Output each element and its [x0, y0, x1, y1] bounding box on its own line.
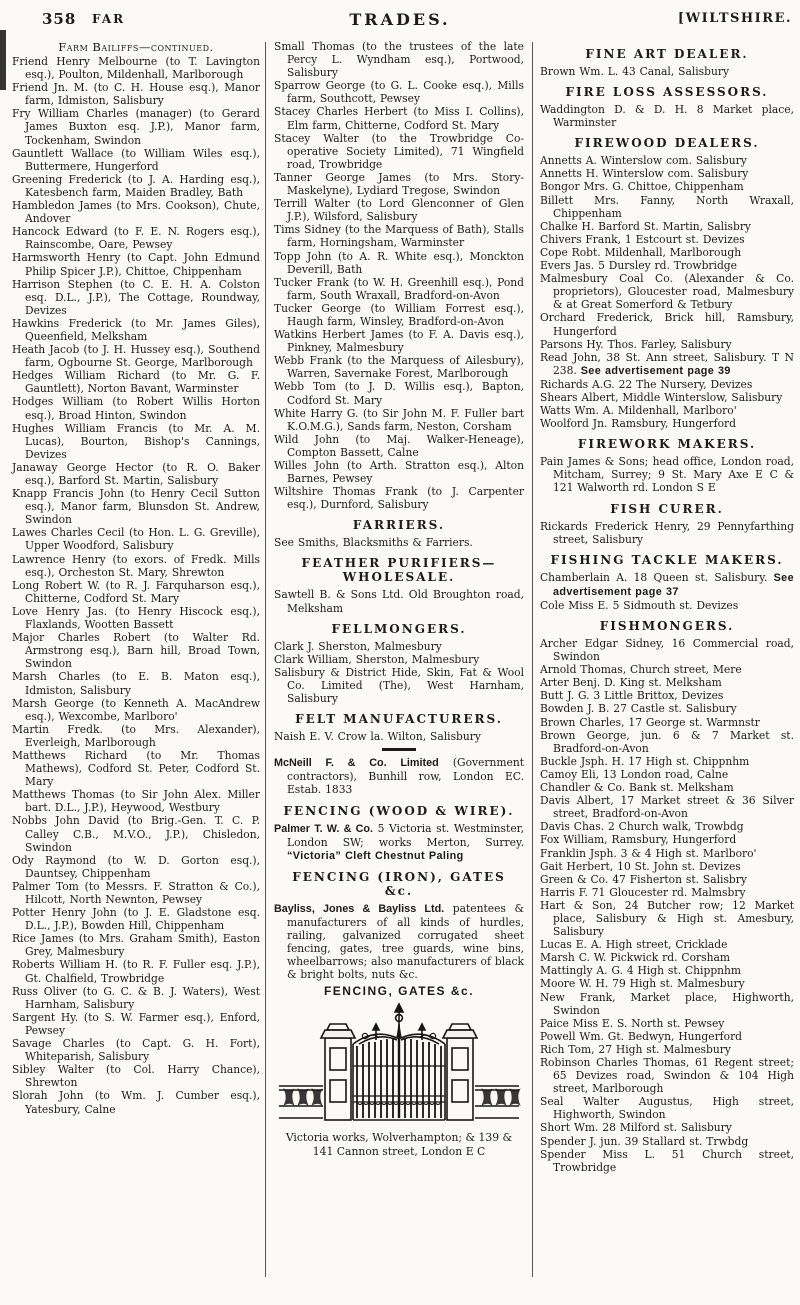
column-3: [540, 40, 794, 1174]
directory-entry: Parsons Hy. Thos. Farley, Salisbury: [540, 337, 732, 351]
entries-list: [540, 103, 794, 129]
directory-entry: Heath Jacob (to J. H. Hussey esq.), Southend farm, Ogbourne St. George, Marlborough: [12, 343, 260, 370]
directory-entry: Russ Oliver (to G. C. & B. J. Waters), West Harnham, Salisbury: [12, 984, 260, 1011]
directory-entry: Gait Herbert, 10 St. John st. Devizes: [540, 859, 741, 873]
category-heading: FISHMONGERS.: [599, 619, 735, 633]
directory-entry: Potter Henry John (to J. E. Gladstone esq. D.L., J.P.), Bowden Hill, Chippenham: [12, 906, 260, 933]
directory-entry: Powell Wm. Gt. Bedwyn, Hungerford: [540, 1029, 743, 1043]
directory-entry: Brown Wm. L. 43 Canal, Salisbury: [540, 65, 730, 78]
section-code: FAR: [92, 12, 126, 26]
directory-entry: Sawtell B. & Sons Ltd. Old Broughton road, Melksham: [274, 588, 524, 615]
category-heading: FIREWOOD DEALERS.: [574, 136, 760, 151]
entries-list: [274, 536, 524, 549]
directory-entry: Fry William Charles (manager) (to Gerard James Buxton esq. J.P.), Manor farm, Tockenham, Swindon: [12, 107, 260, 147]
directory-entry: Savage Charles (to Capt. G. H. Fort), Whiteparish, Salisbury: [12, 1037, 260, 1064]
directory-entry: Hodges William (to Robert Willis Horton esq.), Broad Hinton, Swindon: [12, 395, 260, 422]
category-heading: FISHING TACKLE MAKERS.: [550, 552, 784, 567]
directory-entry: Willes John (to Arth. Stratton esq.), Alton Barnes, Pewsey: [274, 459, 524, 486]
directory-entry: Camoy Eli, 13 London road, Calne: [540, 767, 729, 781]
category-heading: FENCING (WOOD & WIRE).: [283, 803, 515, 818]
directory-entry: Cole Miss E. 5 Sidmouth st. Devizes: [540, 598, 739, 612]
directory-entry: Davis Albert, 17 Market street & 36 Silver street, Bradford-on-Avon: [540, 794, 794, 821]
entries-list: [274, 822, 524, 863]
page-title: TRADES.: [349, 10, 451, 29]
directory-entry: Knapp Francis John (to Henry Cecil Sutton esq.), Manor farm, Blunsdon St. Andrew, Swindon: [12, 487, 260, 527]
directory-entry: Martin Fredk. (to Mrs. Alexander), Everleigh, Marlborough: [12, 722, 260, 749]
directory-entry: Fox William, Ramsbury, Hungerford: [540, 833, 737, 847]
directory-entry: Robinson Charles Thomas, 61 Regent street; 65 Devizes road, Swindon & 104 High street, Marlborough: [540, 1056, 794, 1096]
directory-entry: Read John, 38 St. Ann street, Salisbury. T N 238. See advertisement page 39: [540, 350, 794, 377]
column-2: [274, 40, 524, 1158]
entries-list: [540, 637, 794, 1174]
directory-entry: Richards A.G. 22 The Nursery, Devizes: [540, 377, 753, 391]
directory-entry: Roberts William H. (to R. F. Fuller esq. J.P.), Gt. Chalfield, Trowbridge: [12, 958, 260, 985]
directory-entry: Webb Frank (to the Marquess of Ailesbury), Warren, Savernake Forest, Marlborough: [274, 354, 524, 381]
directory-entry: Pain James & Sons; head office, London road, Mitcham, Surrey; 9 St. Mary Axe E C & 121 Walworth rd. London S E: [540, 455, 794, 495]
directory-entry: Slorah John (to Wm. J. Cumber esq.), Yatesbury, Calne: [12, 1089, 260, 1116]
directory-entry: Lawes Charles Cecil (to Hon. L. G. Greville), Upper Woodford, Salisbury: [12, 526, 260, 553]
directory-entry: Palmer T. W. & Co. 5 Victoria st. Westminster, London SW; works Merton, Surrey. “Victoria” Cleft Chestnut Paling: [274, 821, 524, 862]
category-heading: FINE ART DEALER.: [585, 47, 749, 61]
directory-entry: Tucker Frank (to W. H. Greenhill esq.), Pond farm, South Wraxall, Bradford-on-Avon: [274, 275, 524, 302]
directory-entry: Stacey Charles Herbert (to Miss I. Collins), Elm farm, Chitterne, Codford St. Mary: [274, 105, 524, 132]
directory-entry: Arnold Thomas, Church street, Mere: [540, 663, 742, 677]
directory-entry: Janaway George Hector (to R. O. Baker esq.), Barford St. Martin, Salisbury: [12, 460, 260, 487]
entries-list: [274, 902, 524, 982]
column-rule: [532, 42, 533, 1277]
directory-entry: Orchard Frederick, Brick hill, Ramsbury, Hungerford: [540, 311, 794, 338]
directory-entry: Spender Miss L. 51 Church street, Trowbridge: [540, 1147, 794, 1174]
divider-rule: [382, 748, 416, 751]
directory-entry: Hawkins Frederick (to Mr. James Giles), Queenfield, Melksham: [12, 316, 260, 343]
directory-entry: Marsh Charles (to E. B. Maton esq.), Idmiston, Salisbury: [12, 670, 260, 697]
directory-entry: White Harry G. (to Sir John M. F. Fuller bart K.O.M.G.), Sands farm, Neston, Corsham: [274, 406, 524, 433]
entry-advert-ref: See advertisement page 37: [553, 571, 794, 598]
directory-entry: Paice Miss E. S. North st. Pewsey: [540, 1016, 725, 1030]
category-heading: FEATHER PURIFIERS—WHOLESALE.: [301, 556, 497, 585]
directory-entry: Rice James (to Mrs. Graham Smith), Easton Grey, Malmesbury: [12, 932, 260, 959]
directory-entry: Watkins Herbert James (to F. A. Davis esq.), Pinkney, Malmesbury: [274, 328, 524, 355]
directory-entry: See Smiths, Blacksmiths & Farriers.: [274, 536, 473, 550]
entries-list: [274, 756, 524, 796]
directory-entry: Butt J. G. 3 Little Brittox, Devizes: [540, 689, 724, 703]
directory-entry: Wiltshire Thomas Frank (to J. Carpenter esq.), Durnford, Salisbury: [274, 485, 524, 512]
iron-gates-illustration: [277, 1000, 521, 1128]
directory-entry: Buckle Jsph. H. 17 High st. Chippnhm: [540, 754, 750, 768]
entries-list: [274, 730, 524, 743]
directory-entry: Harrison Stephen (to C. E. H. A. Colston esq. D.L., J.P.), The Cottage, Roundway, Devizes: [12, 277, 260, 317]
directory-entry: Salisbury & District Hide, Skin, Fat & Wool Co. Limited (The), West Harnham, Salisbury: [274, 665, 524, 706]
directory-entry: Archer Edgar Sidney, 16 Commercial road, Swindon: [540, 637, 794, 664]
directory-entry: Hedges William Richard (to Mr. G. F. Gauntlett), Norton Bavant, Warminster: [12, 369, 260, 396]
page-header: [0, 10, 800, 34]
category-heading: FARRIERS.: [352, 518, 446, 533]
entries-list: [540, 455, 794, 494]
entries-list: [540, 154, 794, 430]
directory-entry: Naish E. V. Crow la. Wilton, Salisbury: [274, 730, 481, 744]
directory-entry: Cope Robt. Mildenhall, Marlborough: [540, 245, 742, 259]
directory-entry: Webb Tom (to J. D. Willis esq.), Bapton, Codford St. Mary: [274, 380, 524, 407]
entries-list: [274, 588, 524, 614]
directory-entry: Lawrence Henry (to exors. of Fredk. Mills esq.), Orcheston St. Mary, Shrewton: [12, 552, 260, 579]
directory-entry: Love Henry Jas. (to Henry Hiscock esq.), Flaxlands, Wootten Bassett: [12, 604, 260, 632]
category-heading: FIREWORK MAKERS.: [577, 437, 757, 452]
directory-entry: Shears Albert, Middle Winterslow, Salisbury: [540, 390, 783, 404]
directory-entry: Small Thomas (to the trustees of the late Percy L. Wyndham esq.), Portwood, Salisbury: [274, 40, 524, 80]
directory-entry: Hancock Edward (to F. E. N. Rogers esq.), Rainscombe, Oare, Pewsey: [12, 225, 260, 252]
illustration-caption: Victoria works, Wolverhampton; & 139 & 141 Cannon street, London E C: [285, 1131, 513, 1158]
entries-list: [274, 40, 524, 511]
directory-entry: Wild John (to Maj. Walker-Heneage), Compton Bassett, Calne: [274, 432, 524, 459]
directory-entry: Rickards Frederick Henry, 29 Pennyfarthing street, Salisbury: [540, 519, 794, 546]
category-heading: FISH CURER.: [610, 501, 724, 516]
directory-entry: Green & Co. 47 Fisherton st. Salisbry: [540, 872, 747, 886]
directory-entry: Marsh C. W. Pickwick rd. Corsham: [540, 951, 731, 965]
directory-entry: Woolford Jn. Ramsbury, Hungerford: [540, 417, 736, 431]
directory-entry: Short Wm. 28 Milford st. Salisbury: [540, 1121, 732, 1135]
directory-entry: Bongor Mrs. G. Chittoe, Chippenham: [540, 180, 744, 194]
directory-entry: Watts Wm. A. Mildenhall, Marlboro': [540, 404, 737, 418]
entry-advert-ref: See advertisement page 39: [580, 364, 731, 377]
directory-entry: Hughes William Francis (to Mr. A. M. Lucas), Bourton, Bishop's Cannings, Devizes: [12, 421, 260, 461]
directory-entry: Matthews Thomas (to Sir John Alex. Miller bart. D.L., J.P.), Heywood, Westbury: [12, 788, 260, 815]
advert-subtitle: FENCING, GATES &c.: [323, 984, 475, 999]
page-number: 358: [42, 10, 77, 28]
directory-entry: Rich Tom, 27 High st. Malmesbury: [540, 1042, 731, 1056]
entry-name-bold: Palmer T. W. & Co.: [274, 822, 373, 835]
directory-entry: Terrill Walter (to Lord Glenconner of Glen J.P.), Wilsford, Salisbury: [274, 197, 524, 224]
directory-entry: Palmer Tom (to Messrs. F. Stratton & Co.), Hilcott, North Newnton, Pewsey: [12, 879, 260, 906]
directory-entry: Hambledon James (to Mrs. Cookson), Chute, Andover: [12, 199, 260, 226]
category-heading: FIRE LOSS ASSESSORS.: [565, 85, 769, 100]
directory-entry: Seal Walter Augustus, High street, Highworth, Swindon: [540, 1095, 794, 1122]
scan-edge-artifact: [0, 30, 6, 90]
directory-entry: Ody Raymond (to W. D. Gorton esq.), Dauntsey, Chippenham: [12, 853, 260, 880]
directory-entry: Harmsworth Henry (to Capt. John Edmund Philip Spicer J.P.), Chittoe, Chippenham: [12, 251, 260, 278]
directory-entry: Major Charles Robert (to Walter Rd. Armstrong esq.), Barn hill, Broad Town, Swindon: [12, 631, 260, 671]
directory-entry: Bayliss, Jones & Bayliss Ltd. patentees & manufacturers of all kinds of hurdles, railing, galvanized corrugated sheet fencing, gates, tree guards, wine bins, wheelbarrows; also manufacturers of black & bright bolts, nuts &c.: [274, 901, 524, 982]
directory-entry: Billett Mrs. Fanny, North Wraxall, Chippenham: [540, 193, 794, 220]
directory-entry: Stacey Walter (to the Trowbridge Co-operative Society Limited), 71 Wingfield road, Trowbridge: [274, 131, 524, 171]
column-rule: [265, 42, 266, 1277]
directory-entry: Harris F. 71 Gloucester rd. Malmsbry: [540, 885, 746, 899]
entries-list: [540, 520, 794, 546]
directory-entry: Chivers Frank, 1 Estcourt st. Devizes: [540, 232, 745, 246]
directory-entry: Hart & Son, 24 Butcher row; 12 Market place, Salisbury & High st. Amesbury, Salisbury: [540, 898, 794, 939]
entry-name-bold: McNeill F. & Co. Limited: [274, 757, 439, 770]
directory-entry: Annetts H. Winterslow com. Salisbury: [540, 167, 749, 181]
directory-entry: Chalke H. Barford St. Martin, Salisbry: [540, 219, 751, 233]
entries-list: [540, 65, 794, 78]
directory-entry: New Frank, Market place, Highworth, Swindon: [540, 990, 794, 1017]
directory-entry: Friend Henry Melbourne (to T. Lavington esq.), Poulton, Mildenhall, Marlborough: [12, 55, 260, 82]
entries-list: [274, 640, 524, 705]
county-label: [WILTSHIRE.: [677, 11, 792, 26]
entry-name-bold: Bayliss, Jones & Bayliss Ltd.: [274, 902, 445, 915]
directory-entry: Waddington D. & D. H. 8 Market place, Warminster: [540, 103, 794, 130]
directory-entry: Brown Charles, 17 George st. Warmnstr: [540, 715, 760, 729]
directory-entry: Topp John (to A. R. White esq.), Monckton Deverill, Bath: [274, 249, 524, 276]
directory-entry: Friend Jn. M. (to C. H. House esq.), Manor farm, Idmiston, Salisbury: [12, 81, 260, 108]
entries-list: [12, 55, 260, 1116]
directory-entry: Gauntlett Wallace (to William Wiles esq.), Buttermere, Hungerford: [12, 146, 260, 173]
directory-entry: Long Robert W. (to R. J. Farquharson esq.), Chitterne, Codford St. Mary: [12, 578, 260, 605]
directory-entry: Clark J. Sherston, Malmesbury: [274, 639, 442, 653]
directory-entry: Mattingly A. G. 4 High st. Chippnhm: [540, 964, 742, 978]
entries-list: [540, 571, 794, 612]
directory-entry: Marsh George (to Kenneth A. MacAndrew esq.), Wexcombe, Marlboro': [12, 696, 260, 723]
directory-entry: Greening Frederick (to J. A. Harding esq.), Katesbench farm, Maiden Bradley, Bath: [12, 172, 260, 199]
directory-entry: Moore W. H. 79 High st. Malmesbury: [540, 977, 745, 991]
column-1: [12, 40, 260, 1116]
directory-entry: Tanner George James (to Mrs. Story-Maskelyne), Lydiard Tregose, Swindon: [274, 170, 524, 198]
directory-entry: Davis Chas. 2 Church walk, Trowbdg: [540, 820, 744, 834]
directory-entry: McNeill F. & Co. Limited (Government contractors), Bunhill row, London EC. Estab. 1833: [274, 756, 525, 797]
directory-entry: Arter Benj. D. King st. Melksham: [540, 676, 722, 690]
directory-entry: Lucas E. A. High street, Cricklade: [540, 938, 728, 952]
entry-advert-ref: “Victoria” Cleft Chestnut Paling: [287, 849, 464, 862]
category-heading: FELT MANUFACTURERS.: [295, 712, 503, 727]
directory-entry: Clark William, Sherston, Malmesbury: [274, 652, 480, 666]
category-heading: FELLMONGERS.: [331, 621, 467, 636]
directory-entry: Tucker George (to William Forrest esq.), Haugh farm, Winsley, Bradford-on-Avon: [274, 301, 524, 328]
directory-entry: Sparrow George (to G. L. Cooke esq.), Mills farm, Southcott, Pewsey: [274, 79, 524, 106]
directory-entry: Evers Jas. 5 Dursley rd. Trowbridge: [540, 259, 737, 273]
directory-entry: Brown George, jun. 6 & 7 Market st. Bradford-on-Avon: [540, 728, 794, 755]
directory-entry: Sargent Hy. (to S. W. Farmer esq.), Enford, Pewsey: [12, 1010, 260, 1037]
directory-entry: Franklin Jsph. 3 & 4 High st. Marlboro': [540, 846, 757, 860]
directory-entry: Spender J. jun. 39 Stallard st. Trwbdg: [540, 1134, 749, 1148]
category-subheading: Farm Bailiffs—continued.: [58, 40, 214, 54]
directory-entry: Tims Sidney (to the Marquess of Bath), Stalls farm, Horningsham, Warminster: [274, 223, 524, 250]
directory-entry: Bowden J. B. 27 Castle st. Salisbury: [540, 702, 737, 716]
directory-entry: Nobbs John David (to Brig.-Gen. T. C. P. Calley C.B., M.V.O., J.P.), Chisledon, Swindon: [12, 814, 260, 854]
directory-entry: Malmesbury Coal Co. (Alexander & Co. proprietors), Gloucester road, Malmesbury & at Great Somerford & Tetbury: [540, 272, 794, 312]
directory-entry: Chamberlain A. 18 Queen st. Salisbury. See advertisement page 37: [540, 570, 794, 598]
directory-entry: Matthews Richard (to Mr. Thomas Mathews), Codford St. Peter, Codford St. Mary: [12, 748, 260, 789]
directory-entry: Annetts A. Winterslow com. Salisbury: [540, 154, 747, 168]
category-heading: FENCING (IRON), GATES &c.: [292, 869, 506, 898]
directory-entry: Sibley Walter (to Col. Harry Chance), Shrewton: [12, 1063, 260, 1090]
directory-entry: Chandler & Co. Bank st. Melksham: [540, 781, 734, 795]
